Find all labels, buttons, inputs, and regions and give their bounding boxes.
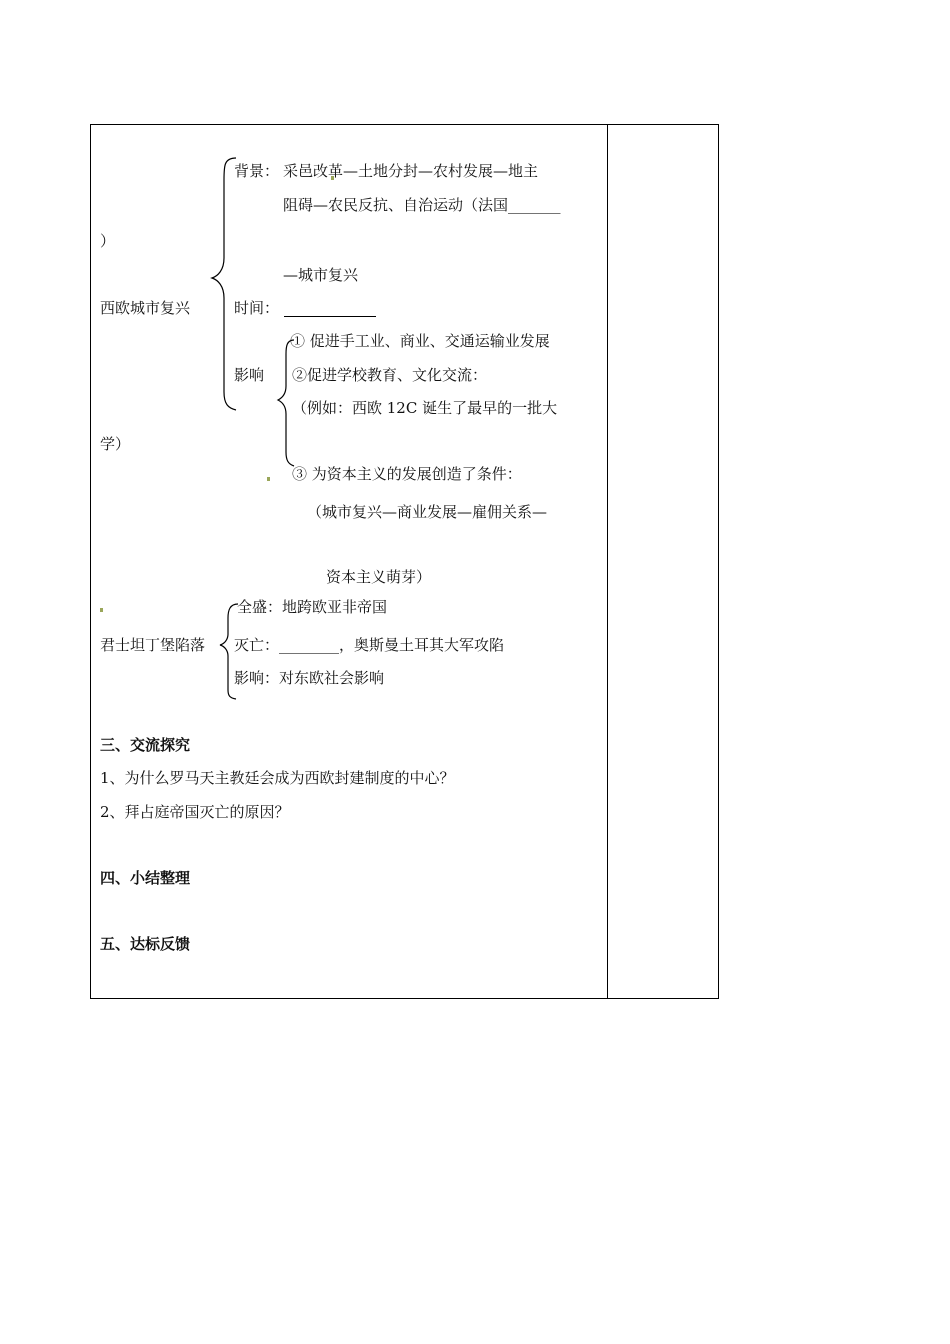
- constantinople-peak: 全盛：地跨欧亚非帝国: [237, 598, 388, 616]
- lesson-table: [90, 124, 719, 999]
- constantinople-fall: 灭亡：________，奥斯曼土耳其大军攻陷: [234, 636, 505, 654]
- constantinople-impact: 影响：对东欧社会影响: [234, 669, 385, 687]
- background-label: 背景：: [234, 162, 280, 180]
- influence-label: 影响: [234, 366, 265, 384]
- background-line-2: 阻碍—农民反抗、自治运动（法国_______: [283, 196, 561, 214]
- section-5-heading: 五、达标反馈: [100, 935, 191, 953]
- section-3-heading: 三、交流探究: [100, 736, 191, 754]
- influence-item-2-close: 学）: [100, 435, 131, 453]
- influence-item-2: ②促进学校教育、文化交流：: [292, 366, 488, 384]
- topic-city-revival: 西欧城市复兴: [100, 299, 191, 317]
- influence-item-1: ① 促进手工业、商业、交通运输业发展: [290, 332, 550, 350]
- influence-item-3-detail-2: 资本主义萌芽）: [326, 568, 432, 586]
- background-close: ）: [100, 232, 116, 250]
- background-line-1: 采邑改革—土地分封—农村发展—地主: [283, 162, 539, 180]
- influence-item-3-detail-1: （城市复兴—商业发展—雇佣关系—: [307, 503, 548, 521]
- background-line-3: —城市复兴: [283, 266, 359, 284]
- mark-dot: [100, 608, 103, 612]
- question-1: 1、为什么罗马天主教廷会成为西欧封建制度的中心？: [100, 769, 455, 787]
- time-blank-line: [284, 316, 376, 317]
- influence-item-2-example: （例如：西欧 12C 诞生了最早的一批大: [292, 399, 558, 417]
- topic-constantinople: 君士坦丁堡陷落: [100, 636, 206, 654]
- column-divider: [607, 124, 608, 999]
- mark-dot: [267, 477, 270, 481]
- question-2: 2、拜占庭帝国灭亡的原因？: [100, 803, 290, 821]
- time-label: 时间：: [234, 299, 280, 317]
- section-4-heading: 四、小结整理: [100, 869, 191, 887]
- influence-item-3: ③ 为资本主义的发展创造了条件：: [292, 465, 522, 483]
